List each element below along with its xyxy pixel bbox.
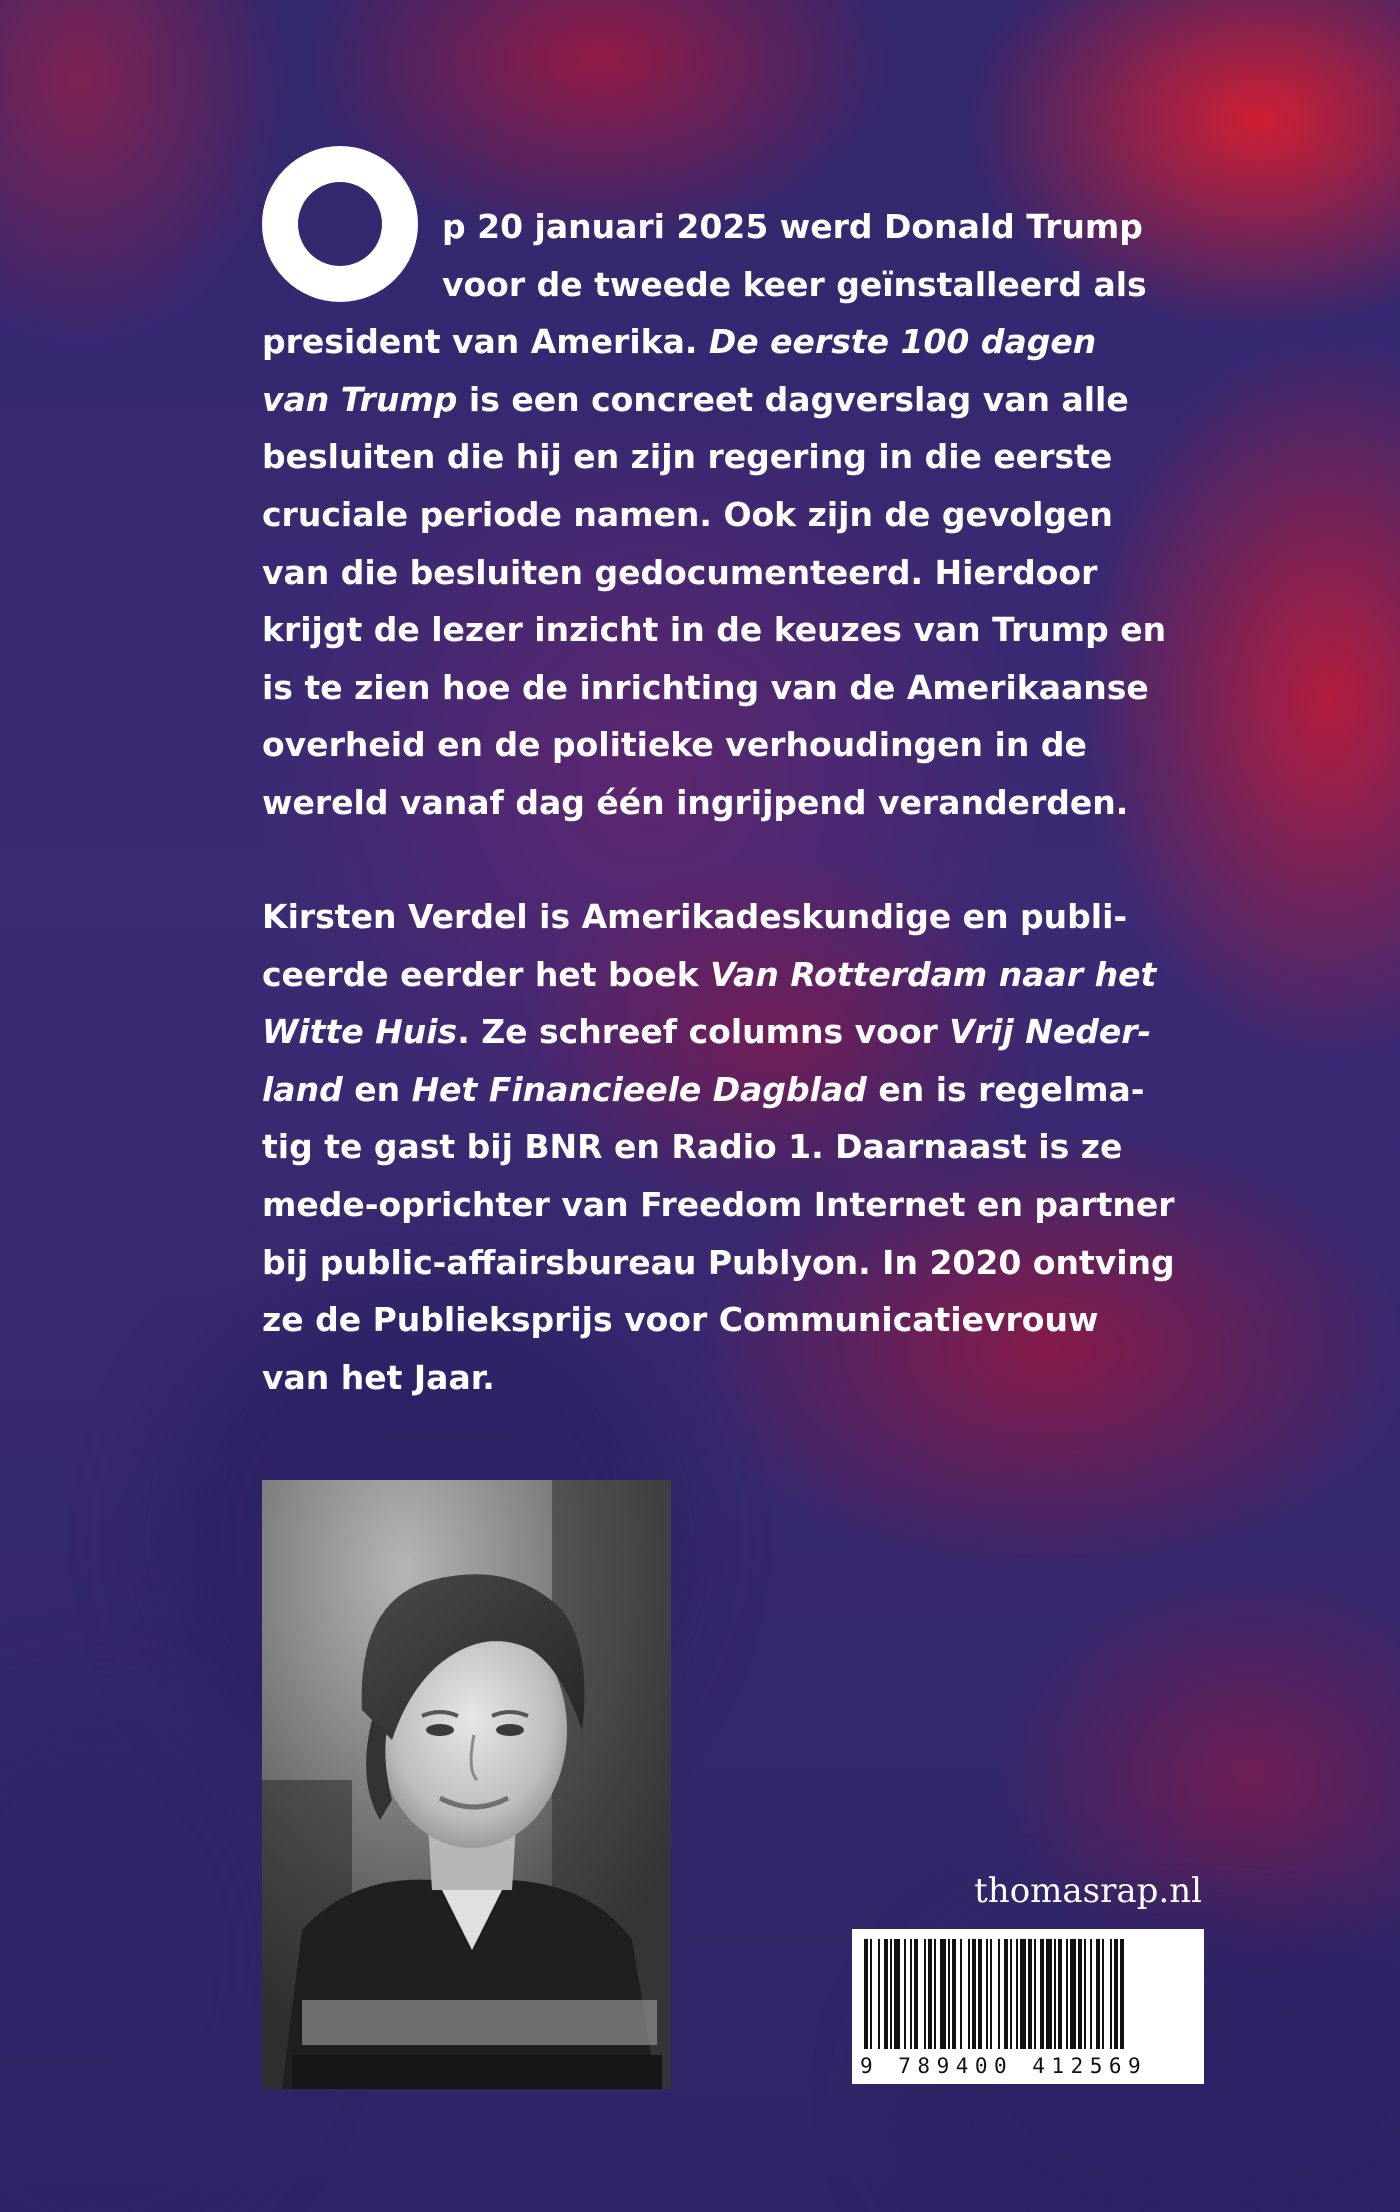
barcode-bar <box>1070 1939 1076 2049</box>
text-segment: tig te gast bij BNR en Radio 1. Daarnaast is ze <box>262 1127 1123 1167</box>
text-segment: overheid en de politieke verhoudingen in de <box>262 725 1087 765</box>
text-segment: p 20 januari 2025 werd Donald Trump <box>442 207 1143 246</box>
barcode-bar <box>948 1939 950 2049</box>
text-segment: mede-oprichter van Freedom Internet en partner <box>262 1184 1175 1224</box>
author-photo <box>262 1480 671 2089</box>
text-segment: van het Jaar. <box>262 1357 495 1397</box>
italic-text-segment: Vrij Neder- <box>949 1012 1152 1052</box>
barcode-bar <box>1046 1939 1052 2049</box>
barcode-bar <box>960 1939 962 2049</box>
barcode-bar <box>1028 1939 1032 2049</box>
barcode-bar <box>1090 1939 1092 2049</box>
text-segment: Kirsten Verdel is Amerikadeskundige en publi- <box>262 897 1128 936</box>
text-line <box>262 1291 1212 1349</box>
text-segment: bij public-affairsbureau Publyon. In 2020 ontving <box>262 1242 1175 1282</box>
barcode-bar <box>1096 1939 1100 2049</box>
blurb-paragraph <box>262 198 1212 832</box>
text-line <box>262 774 1212 832</box>
barcode-bar <box>910 1939 912 2049</box>
italic-text-segment: Witte Huis <box>262 1012 458 1052</box>
barcode-bar <box>1010 1939 1012 2049</box>
text-segment: president van Amerika. <box>262 322 709 362</box>
isbn-barcode <box>852 1929 1204 2084</box>
barcode-bar <box>998 1939 1000 2049</box>
text-line <box>262 1061 1212 1119</box>
text-line <box>262 486 1212 544</box>
text-line <box>262 946 1212 1004</box>
text-segment: van die besluiten gedocumenteerd. Hierdoor <box>262 552 1098 592</box>
barcode-bar <box>934 1939 936 2049</box>
text-line <box>262 544 1212 602</box>
text-line <box>262 1118 1212 1176</box>
text-line <box>262 428 1212 486</box>
text-segment: is te zien hoe de inrichting van de Amerikaanse <box>262 667 1149 707</box>
text-line <box>262 313 1212 371</box>
background-shadow <box>0 1700 300 2212</box>
text-segment: voor de tweede keer geïnstalleerd als <box>442 264 1147 304</box>
isbn-digits: 9 789400 412569 <box>860 2054 1148 2078</box>
text-line <box>262 1003 1212 1061</box>
text-line <box>262 371 1212 429</box>
italic-text-segment: van Trump <box>262 379 458 419</box>
barcode-bar <box>1114 1939 1118 2049</box>
text-line <box>262 601 1212 659</box>
barcode-bar <box>1066 1939 1068 2049</box>
barcode-bar <box>884 1939 888 2049</box>
barcode-bar <box>1110 1939 1112 2049</box>
barcode-bar <box>1058 1939 1062 2049</box>
italic-text-segment: De eerste 100 dagen <box>708 322 1097 362</box>
text-segment: . Ze schreef columns voor <box>457 1012 950 1052</box>
barcode-bar <box>990 1939 992 2049</box>
barcode-bar <box>1120 1939 1124 2049</box>
text-segment: is een concreet dagverslag van alle <box>457 379 1129 419</box>
barcode-bar <box>1016 1939 1018 2049</box>
author-portrait-image <box>262 1480 671 2089</box>
text-segment: cruciale periode namen. Ook zijn de gevolgen <box>262 494 1113 534</box>
barcode-bar <box>978 1939 982 2049</box>
text-line <box>262 888 1212 946</box>
italic-text-segment: Het Financieele Dagblad <box>411 1069 867 1109</box>
text-line <box>262 1234 1212 1292</box>
barcode-bar <box>904 1939 906 2049</box>
text-segment: wereld vanaf dag één ingrijpend veranderden. <box>262 782 1129 822</box>
barcode-bar <box>890 1939 892 2049</box>
barcode-bar <box>1040 1939 1044 2049</box>
barcode-bar <box>928 1939 932 2049</box>
text-line <box>262 716 1212 774</box>
barcode-bar <box>864 1939 868 2049</box>
barcode-bar <box>894 1939 900 2049</box>
barcode-bar <box>914 1939 918 2049</box>
author-bio-paragraph <box>262 888 1212 1406</box>
italic-text-segment: land <box>262 1069 343 1109</box>
barcode-bar <box>968 1939 970 2049</box>
text-segment: en is regelma- <box>866 1069 1145 1109</box>
text-segment: ceerde eerder het boek <box>262 954 711 994</box>
text-line <box>262 256 1212 314</box>
barcode-bar <box>1034 1939 1036 2049</box>
barcode-bar <box>924 1939 926 2049</box>
text-segment: besluiten die hij en zijn regering in die eerste <box>262 437 1113 477</box>
barcode-bar <box>952 1939 956 2049</box>
text-line <box>262 1176 1212 1234</box>
text-segment: en <box>342 1069 412 1109</box>
barcode-bar <box>1020 1939 1026 2049</box>
text-segment: ze de Publieksprijs voor Communicatievrouw <box>262 1300 1099 1340</box>
text-line <box>262 659 1212 717</box>
publisher-website: thomasrap.nl <box>974 1871 1202 1911</box>
text-line <box>262 198 1212 256</box>
barcode-bar <box>870 1939 872 2049</box>
barcode-bar <box>1102 1939 1104 2049</box>
barcode-bar <box>1054 1939 1056 2049</box>
text-line <box>262 1349 1212 1407</box>
barcode-bar <box>1084 1939 1086 2049</box>
barcode-bar <box>1004 1939 1008 2049</box>
barcode-bar <box>972 1939 976 2049</box>
barcode-bar <box>940 1939 946 2049</box>
barcode-bar <box>878 1939 880 2049</box>
italic-text-segment: Van Rotterdam naar het <box>710 954 1157 994</box>
text-segment: krijgt de lezer inzicht in de keuzes van Trump en <box>262 610 1167 650</box>
barcode-bar <box>1078 1939 1082 2049</box>
barcode-bar <box>986 1939 988 2049</box>
